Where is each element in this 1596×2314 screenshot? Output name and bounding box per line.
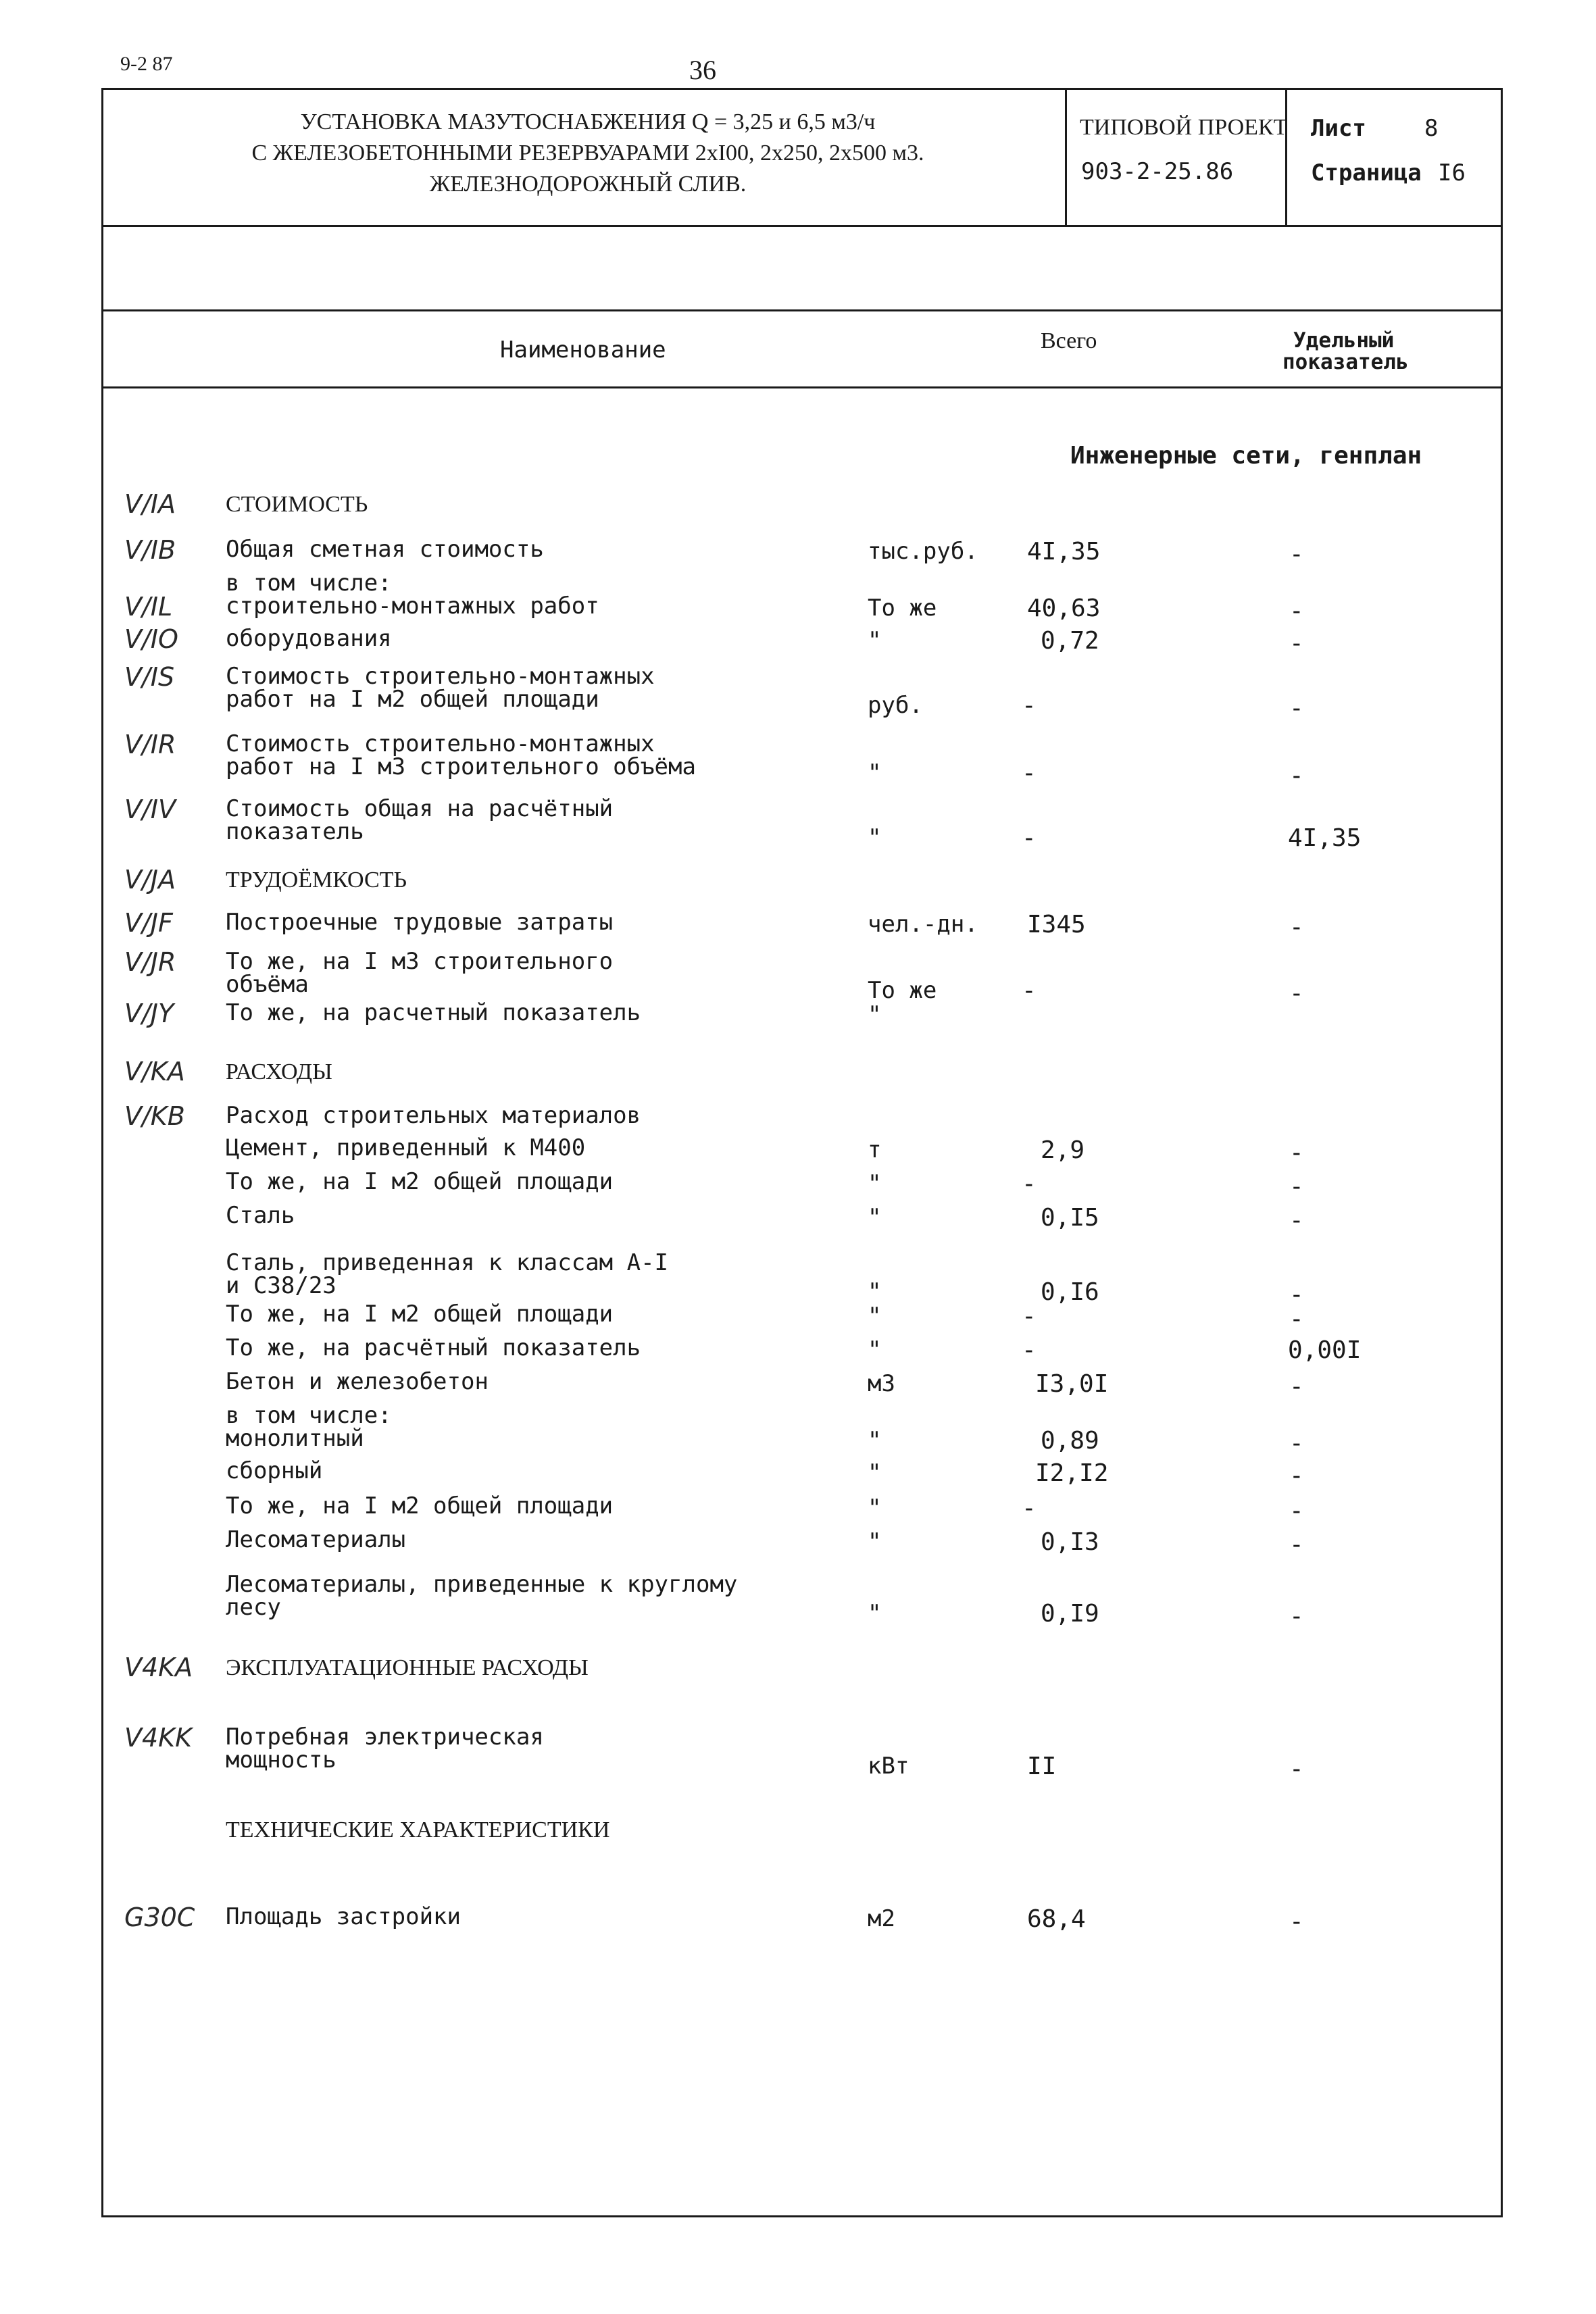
row-total: 4I,35 (1027, 538, 1101, 565)
row-total: - (1022, 1336, 1037, 1364)
indicator-code: V/JA (124, 865, 176, 895)
row-unit: кВт (868, 1753, 909, 1780)
row-name: мощность (226, 1746, 336, 1774)
row-unit: м3 (868, 1370, 895, 1397)
row-unit: " (868, 1427, 882, 1454)
indicator-code: V/JR (124, 947, 176, 977)
table-row (0, 1402, 1596, 1429)
project-label: ТИПОВОЙ ПРОЕКТ (1080, 115, 1288, 140)
section-heading: СТОИМОСТЬ (226, 492, 368, 517)
section-row (0, 1653, 1596, 1682)
section-row (0, 489, 1596, 519)
table-row (0, 662, 1596, 722)
row-specific: - (1289, 1497, 1304, 1525)
section-row (0, 865, 1596, 895)
row-unit: тыс.руб. (868, 538, 978, 565)
indicator-code: V/IA (124, 489, 176, 519)
indicator-code: V/JF (124, 908, 173, 938)
row-specific: - (1289, 1430, 1304, 1457)
column-header-specific-line-1: Удельный (1293, 328, 1395, 353)
row-specific: - (1289, 1305, 1304, 1333)
row-specific: - (1289, 597, 1304, 625)
row-specific: - (1289, 913, 1304, 941)
table-row (0, 1903, 1596, 1936)
table-row (0, 592, 1596, 625)
row-total: I3,0I (1035, 1370, 1109, 1398)
row-unit: " (868, 1528, 882, 1555)
row-total: 40,63 (1027, 595, 1101, 622)
column-header-bottom-rule (101, 386, 1503, 388)
table-row (0, 1492, 1596, 1525)
table-row (0, 1457, 1596, 1490)
sheet-value: 8 (1424, 115, 1439, 142)
row-specific: - (1289, 1281, 1304, 1309)
row-total: 0,72 (1041, 627, 1099, 655)
indicator-code: V4KK (124, 1723, 193, 1753)
table-row (0, 1571, 1596, 1630)
indicator-code: V/IL (124, 592, 173, 622)
row-specific: - (1289, 540, 1304, 568)
row-name: Потребная электрическая (226, 1724, 544, 1751)
table-row (0, 1101, 1596, 1131)
section-heading: РАСХОДЫ (226, 1059, 332, 1084)
corner-mark: 9-2 87 (120, 53, 173, 75)
row-name: Стоимость строительно-монтажных (226, 663, 655, 690)
indicator-code: V/IO (124, 624, 178, 654)
row-total: I2,I2 (1035, 1459, 1109, 1487)
row-name: Построечные трудовые затраты (226, 909, 614, 936)
page-value: I6 (1438, 159, 1466, 186)
section-subheading: Инженерные сети, генплан (1070, 442, 1422, 470)
indicator-code: V/IS (124, 662, 175, 692)
row-specific: - (1289, 1603, 1304, 1630)
page-number: 36 (689, 55, 716, 85)
table-row (0, 795, 1596, 852)
row-name: Лесоматериалы, приведенные к круглому (226, 1571, 738, 1598)
row-specific: 4I,35 (1288, 824, 1362, 852)
table-row (0, 570, 1596, 597)
row-total: - (1022, 759, 1037, 787)
page-label: Страница (1311, 159, 1422, 186)
table-row (0, 1202, 1596, 1234)
row-total: 0,I9 (1041, 1600, 1099, 1628)
row-name: Стоимость общая на расчётный (226, 795, 614, 822)
column-header-total: Всего (1041, 328, 1097, 353)
row-unit: т (868, 1136, 882, 1163)
column-header-specific (1282, 330, 1409, 373)
title-block-bottom-rule (101, 225, 1503, 227)
row-name: То же, на I м3 строительного (226, 948, 614, 975)
row-unit: " (868, 627, 882, 654)
row-name: и С38/23 (226, 1272, 336, 1299)
table-row (0, 730, 1596, 790)
table-row (0, 1168, 1596, 1201)
row-specific: 0,00I (1288, 1336, 1362, 1364)
row-unit: руб. (868, 692, 923, 719)
row-specific: - (1289, 1462, 1304, 1490)
row-total: I345 (1027, 911, 1086, 938)
row-name: оборудования (226, 625, 392, 652)
title-line: С ЖЕЛЕЗОБЕТОННЫМИ РЕЗЕРВУАРАМИ 2хI00, 2х250, 2х500 м3. (251, 141, 924, 166)
section-heading: ТРУДОЁМКОСТЬ (226, 867, 407, 892)
row-unit: То же (868, 977, 937, 1004)
indicator-code: V/IV (124, 795, 176, 824)
column-header-specific-line-2: показатель (1282, 350, 1409, 374)
table-row (0, 1723, 1596, 1783)
row-name: Общая сметная стоимость (226, 536, 544, 563)
row-name: работ на I м2 общей площади (226, 686, 599, 713)
row-specific: - (1289, 1373, 1304, 1401)
row-name: Лесоматериалы (226, 1526, 406, 1553)
indicator-code: V/JY (124, 999, 174, 1028)
title-line: ЖЕЛЕЗНОДОРОЖНЫЙ СЛИВ. (429, 172, 747, 197)
row-total: II (1027, 1753, 1057, 1780)
row-name: То же, на I м2 общей площади (226, 1301, 614, 1328)
row-name: Сталь (226, 1202, 295, 1229)
row-total: 0,I6 (1041, 1278, 1099, 1306)
indicator-code: V/KB (124, 1101, 185, 1131)
table-row (0, 535, 1596, 568)
row-name: лесу (226, 1594, 281, 1621)
table-row (0, 1368, 1596, 1401)
row-unit: м2 (868, 1905, 895, 1932)
row-name: То же, на I м2 общей площади (226, 1168, 614, 1195)
section-heading: ЭКСПЛУАТАЦИОННЫЕ РАСХОДЫ (226, 1655, 589, 1680)
row-name: То же, на расчётный показатель (226, 1334, 641, 1361)
table-row (0, 1249, 1596, 1309)
section-heading: ТЕХНИЧЕСКИЕ ХАРАКТЕРИСТИКИ (226, 1817, 610, 1842)
row-specific: - (1289, 630, 1304, 657)
row-unit: " (868, 1600, 882, 1627)
row-name: сборный (226, 1457, 323, 1484)
indicator-code: V/IB (124, 535, 176, 565)
row-unit: То же (868, 595, 937, 622)
row-specific: - (1289, 1531, 1304, 1559)
row-total: - (1022, 1494, 1037, 1522)
row-name: То же, на расчетный показатель (226, 999, 641, 1026)
table-row (0, 1425, 1596, 1457)
row-name: Бетон и железобетон (226, 1368, 489, 1395)
row-specific: - (1289, 1207, 1304, 1234)
row-unit: " (868, 1459, 882, 1486)
row-specific: - (1289, 762, 1304, 790)
row-name: Сталь, приведенная к классам А-I (226, 1249, 669, 1276)
row-name: в том числе: (226, 570, 392, 597)
section-row (0, 1817, 1596, 1842)
row-total: 0,89 (1041, 1427, 1099, 1455)
title-line: УСТАНОВКА МАЗУТОСНАБЖЕНИЯ Q = 3,25 и 6,5 м3/ч (300, 109, 876, 134)
table-row (0, 947, 1596, 1007)
column-header-name: Наименование (500, 336, 666, 363)
row-total: 68,4 (1027, 1905, 1086, 1933)
row-name: Цемент, приведенный к М400 (226, 1134, 586, 1161)
row-name: в том числе: (226, 1402, 392, 1429)
row-total: - (1022, 1303, 1037, 1330)
row-total: 2,9 (1041, 1136, 1085, 1164)
row-specific: - (1289, 1173, 1304, 1201)
row-specific: - (1289, 695, 1304, 722)
document-title (115, 107, 1061, 200)
table-row (0, 1301, 1596, 1333)
row-unit: " (868, 1170, 882, 1197)
indicator-code: V/IR (124, 730, 176, 759)
row-name: показатель (226, 818, 364, 845)
row-name: Стоимость строительно-монтажных (226, 730, 655, 757)
sheet-label: Лист (1311, 115, 1366, 142)
table-row (0, 624, 1596, 657)
row-unit: " (868, 1278, 882, 1305)
row-unit: " (868, 1204, 882, 1231)
row-total: 0,I3 (1041, 1528, 1099, 1556)
row-unit: " (868, 824, 882, 851)
row-unit: " (868, 759, 882, 786)
indicator-code: V/KA (124, 1057, 185, 1086)
row-name: Расход строительных материалов (226, 1102, 641, 1129)
row-name: То же, на I м2 общей площади (226, 1492, 614, 1519)
row-total: - (1022, 824, 1037, 852)
row-total: - (1022, 692, 1037, 720)
row-total: - (1022, 977, 1037, 1005)
project-number: 903-2-25.86 (1081, 158, 1234, 185)
row-name: объёма (226, 971, 309, 998)
row-name: монолитный (226, 1425, 364, 1452)
table-row (0, 1134, 1596, 1167)
title-block-divider-2 (1285, 88, 1287, 226)
row-total: - (1022, 1170, 1037, 1198)
row-unit: " (868, 1336, 882, 1363)
row-total: 0,I5 (1041, 1204, 1099, 1232)
indicator-code: G30C (124, 1903, 195, 1932)
title-block-divider-1 (1065, 88, 1067, 226)
row-specific: - (1289, 980, 1304, 1007)
row-unit: " (868, 1001, 882, 1028)
table-row (0, 1526, 1596, 1559)
row-specific: - (1289, 1139, 1304, 1167)
row-name: работ на I м3 строительного объёма (226, 753, 696, 780)
table-row (0, 1334, 1596, 1364)
indicator-code: V4KA (124, 1653, 193, 1682)
row-unit: " (868, 1494, 882, 1521)
column-header-top-rule (101, 309, 1503, 311)
row-name: Площадь застройки (226, 1903, 461, 1930)
section-row (0, 1057, 1596, 1086)
row-name: строительно-монтажных работ (226, 593, 599, 620)
row-unit: чел.-дн. (868, 911, 978, 938)
table-row (0, 999, 1596, 1028)
table-row (0, 908, 1596, 941)
row-unit: " (868, 1303, 882, 1330)
row-specific: - (1289, 1908, 1304, 1936)
row-specific: - (1289, 1755, 1304, 1783)
